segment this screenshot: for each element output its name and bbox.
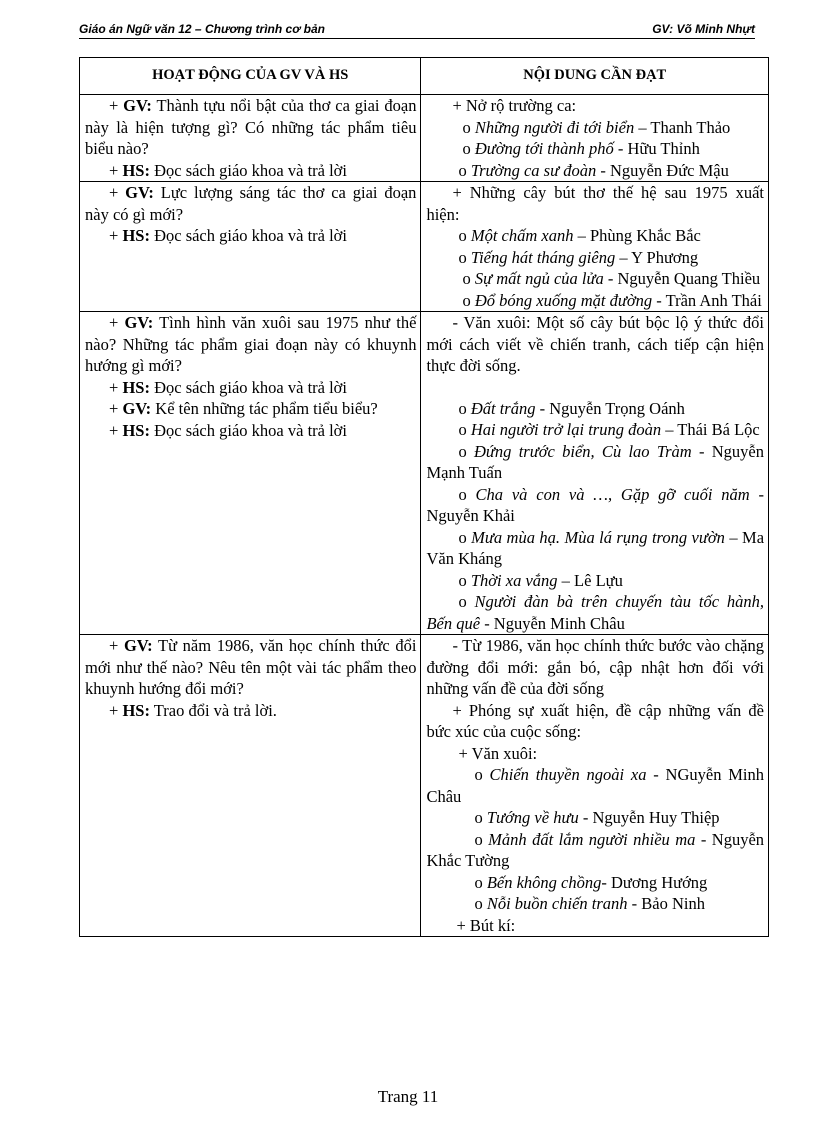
table-row [80, 312, 769, 635]
activity-line: + GV: Lực lượng sáng tác thơ ca giai đoạn này có gì mới? [85, 183, 417, 224]
activity-cell [80, 635, 421, 937]
activity-cell [80, 95, 421, 182]
activity-line: + HS: Đọc sách giáo khoa và trả lời [109, 160, 347, 180]
activity-line: + GV: Thành tựu nổi bật của thơ ca giai đoạn này là hiện tượng gì? Có những tác phẩm tiêu biểu nào? [85, 96, 417, 158]
activity-line: + HS: Trao đổi và trả lời. [109, 700, 277, 720]
content-cell [421, 182, 769, 312]
content-intro: - Từ 1986, văn học chính thức bước vào chặng đường đổi mới: gắn bó, cập nhật hơn đối với những vấn đề của đời sống [426, 636, 764, 698]
activity-line: + HS: Đọc sách giáo khoa và trả lời [109, 377, 347, 397]
activity-cell [80, 182, 421, 312]
list-item: o Người đàn bà trên chuyến tàu tốc hành, Bến quê - Nguyễn Minh Châu [426, 592, 765, 633]
content-cell [421, 95, 769, 182]
activity-line: + HS: Đọc sách giáo khoa và trả lời [109, 226, 347, 245]
blank-line [426, 377, 764, 398]
activity-line: + HS: Đọc sách giáo khoa và trả lời [109, 420, 347, 440]
lesson-table [79, 57, 769, 937]
list-item: o Thời xa vắng – Lê Lựu [458, 570, 623, 590]
content-sub: + Phóng sự xuất hiện, đề cập những vấn đề bức xúc của cuộc sống: [426, 700, 764, 741]
content-intro: - Văn xuôi: Một số cây bút bộc lộ ý thức đổi mới cách viết về chiến tranh, cách tiếp cận hiện thực đời sống. [426, 313, 764, 375]
list-item: o Mưa mùa hạ. Mùa lá rụng trong vườn – Ma Văn Kháng [426, 527, 765, 568]
list-item: o Tướng về hưu - Nguyễn Huy Thiệp [474, 808, 720, 827]
activity-line: + GV: Kể tên những tác phẩm tiểu biểu? [109, 399, 378, 418]
content-intro: + Nở rộ trường ca: [452, 96, 577, 115]
prose-label: + Văn xuôi: [458, 743, 538, 763]
column-header-content: NỘI DUNG CẦN ĐẠT [421, 58, 769, 95]
list-item: o Trường ca sư đoàn - Nguyễn Đức Mậu [458, 160, 729, 180]
list-item: o Đất trắng - Nguyễn Trọng Oánh [458, 398, 685, 418]
list-item: o Những người đi tới biển – Thanh Thảo [462, 117, 731, 137]
content-intro: + Những cây bút thơ thế hệ sau 1975 xuất hiện: [426, 183, 764, 224]
table-row [80, 635, 769, 937]
header-course-title: Giáo án Ngữ văn 12 – Chương trình cơ bản [79, 22, 325, 36]
table-row [80, 182, 769, 312]
column-header-activities: HOẠT ĐỘNG CỦA GV VÀ HS [80, 58, 421, 95]
list-item: o Bến không chồng- Dương Hướng [474, 872, 708, 892]
list-item: o Tiếng hát tháng giêng – Y Phương [458, 247, 699, 267]
activity-cell [80, 312, 421, 635]
list-item: o Đứng trước biển, Cù lao Tràm - Nguyễn Mạnh Tuấn [426, 441, 765, 482]
list-item: o Hai người trở lại trung đoàn – Thái Bá Lộc [458, 420, 760, 439]
memoir-label: + Bút kí: [456, 915, 516, 935]
activity-line: + GV: Từ năm 1986, văn học chính thức đổi mới như thế nào? Nêu tên một vài tác phẩm theo khuynh hướng đổi mới? [85, 636, 417, 698]
content-cell [421, 635, 769, 937]
content-cell [421, 312, 769, 635]
list-item: o Nỗi buồn chiến tranh - Bảo Ninh [474, 894, 705, 913]
page-header [79, 20, 755, 39]
list-item: o Sự mất ngủ của lửa - Nguyễn Quang Thiều [462, 269, 761, 288]
table-row [80, 95, 769, 182]
list-item: o Cha và con và …, Gặp gỡ cuối năm - Nguyễn Khải [426, 484, 765, 525]
list-item: o Một chấm xanh – Phùng Khắc Bắc [458, 226, 701, 245]
list-item: o Chiến thuyền ngoài xa - NGuyễn Minh Châu [426, 765, 764, 806]
list-item: o Đường tới thành phố - Hữu Thỉnh [462, 139, 700, 158]
header-teacher: GV: Võ Minh Nhựt [652, 22, 755, 36]
list-item: o Đổ bóng xuống mặt đường - Trần Anh Thái [462, 290, 762, 310]
activity-line: + GV: Tình hình văn xuôi sau 1975 như thế nào? Những tác phẩm giai đoạn này có khuynh hướng gì mới? [85, 313, 417, 375]
table-header-row [80, 58, 769, 95]
list-item: o Mảnh đất lắm người nhiều ma - Nguyễn Khắc Tường [426, 829, 765, 870]
page-number: Trang 11 [377, 1087, 439, 1106]
